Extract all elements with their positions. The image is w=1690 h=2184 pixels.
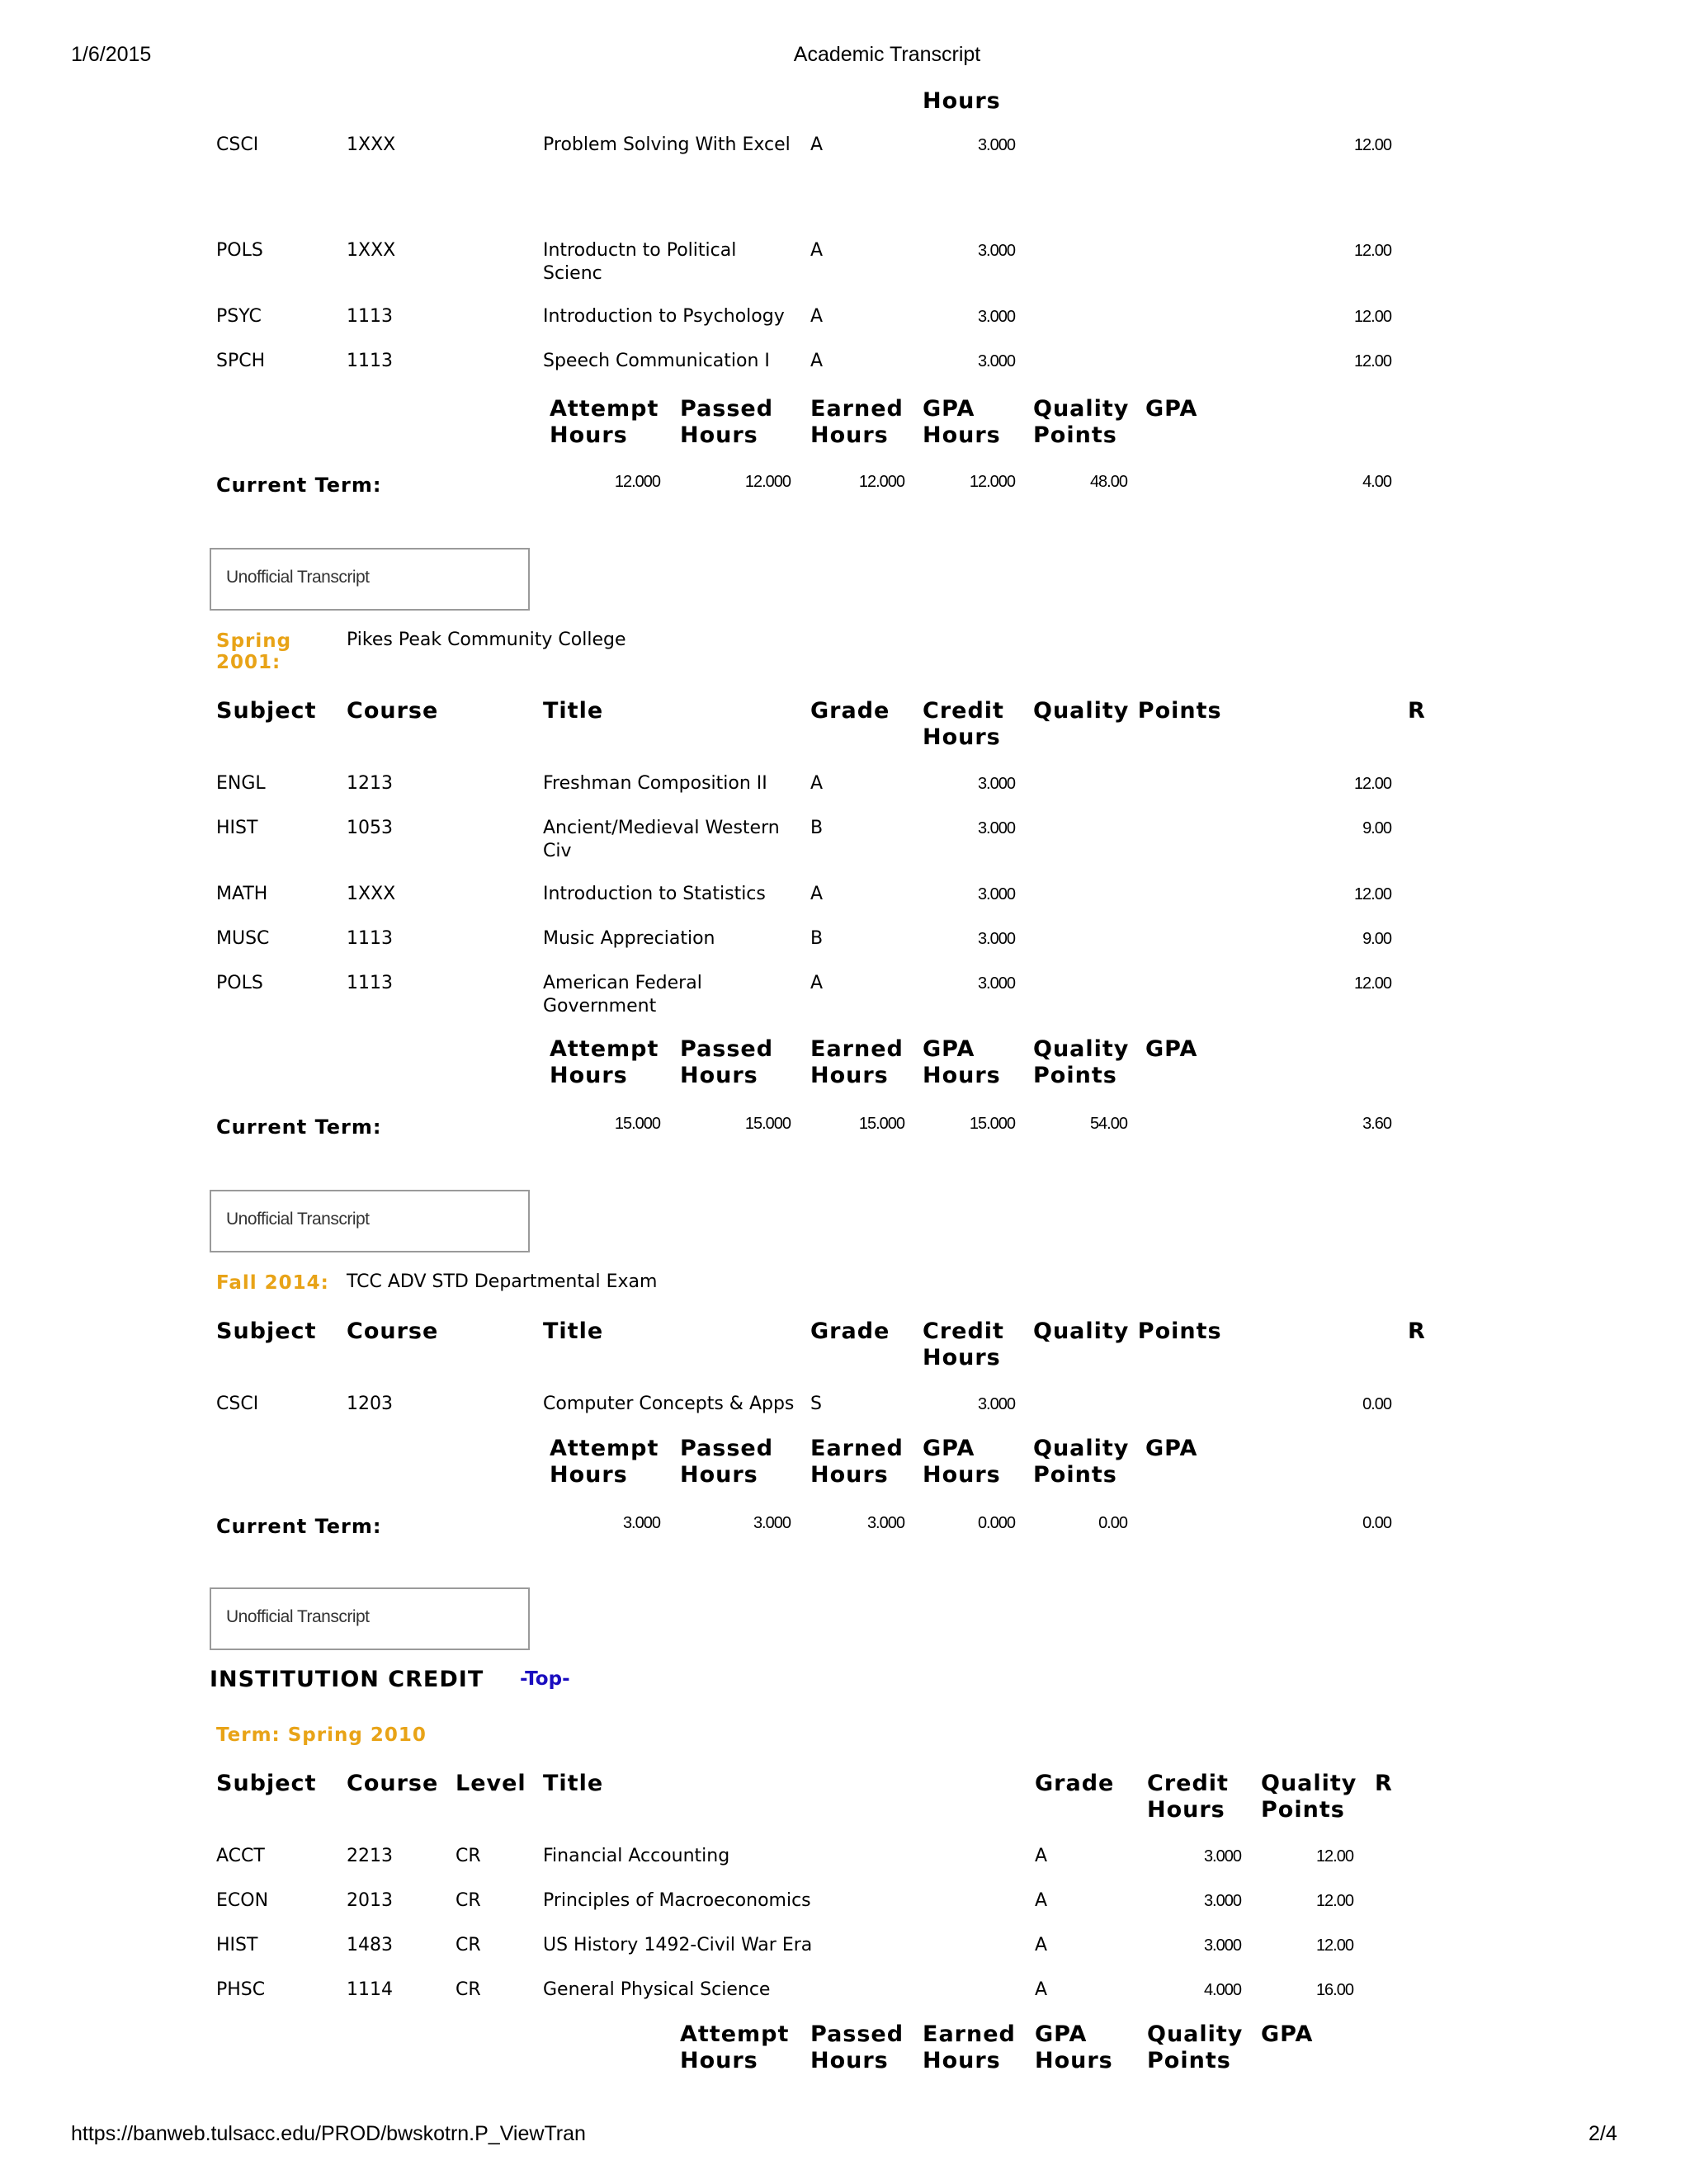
- title-cell: Introduction to Psychology: [543, 306, 785, 327]
- credit-cell: 3.000: [977, 974, 1015, 993]
- quality-points-cell: 0.00: [1362, 1395, 1391, 1413]
- earned-hours-value: 12.000: [858, 473, 904, 491]
- unofficial-transcript-label: Unofficial Transcript: [226, 568, 370, 587]
- attempt-hours-header: Attempt Hours: [680, 2021, 790, 2073]
- quality-points-cell: 9.00: [1362, 930, 1391, 948]
- earned-hours-header: Earned Hours: [923, 2021, 1016, 2073]
- quality-points-value: 0.00: [1098, 1514, 1127, 1532]
- course-cell: 1213: [347, 773, 393, 794]
- course-header: Course: [347, 1771, 439, 1796]
- gpa-header: GPA: [1145, 1036, 1198, 1062]
- subject-cell: POLS: [216, 973, 263, 993]
- current-term-label: Current Term:: [216, 1515, 382, 1538]
- page-url: https://banweb.tulsacc.edu/PROD/bwskotrn.P_ViewTran: [71, 2122, 586, 2145]
- title-cell: Freshman Composition II: [543, 773, 767, 794]
- credit-hours-header: Credit Hours: [1147, 1771, 1229, 1823]
- quality-points-cell: 16.00: [1315, 1981, 1353, 1999]
- subject-cell: PSYC: [216, 306, 262, 327]
- course-cell: 1113: [347, 928, 393, 949]
- credit-cell: 3.000: [977, 930, 1015, 948]
- grade-cell: B: [810, 818, 824, 838]
- grade-cell: A: [810, 134, 824, 155]
- title-cell: Introduction to Statistics: [543, 884, 766, 904]
- gpa-value: 0.00: [1362, 1514, 1391, 1532]
- gpa-header: GPA: [1261, 2021, 1314, 2047]
- current-term-label: Current Term:: [216, 474, 382, 497]
- course-cell: 1483: [347, 1935, 393, 1955]
- attempt-hours-value: 12.000: [614, 473, 660, 491]
- title-cell: Speech Communication I: [543, 351, 770, 371]
- credit-hours-header-fragment: Hours: [923, 88, 1001, 114]
- level-cell: CR: [456, 1935, 481, 1955]
- title-header: Title: [543, 698, 604, 724]
- level-cell: CR: [456, 1846, 481, 1866]
- credit-cell: 3.000: [1203, 1892, 1241, 1910]
- course-cell: 1XXX: [347, 134, 396, 155]
- passed-hours-header: Passed Hours: [810, 2021, 904, 2073]
- title-cell: US History 1492-Civil War Era: [543, 1935, 813, 1955]
- course-cell: 1203: [347, 1394, 393, 1414]
- quality-points-header: Quality Points: [1033, 396, 1130, 448]
- grade-cell: A: [1035, 1846, 1048, 1866]
- course-cell: 2013: [347, 1890, 393, 1911]
- earned-hours-header: Earned Hours: [810, 396, 904, 448]
- subject-cell: HIST: [216, 818, 258, 838]
- quality-points-value: 48.00: [1089, 473, 1127, 491]
- credit-cell: 3.000: [1203, 1936, 1241, 1955]
- gpa-hours-header: GPA Hours: [923, 1436, 1001, 1488]
- credit-cell: 3.000: [977, 352, 1015, 370]
- institution-name: Pikes Peak Community College: [347, 630, 626, 650]
- quality-points-header: Quality Points: [1261, 1771, 1357, 1823]
- title-cell: Financial Accounting: [543, 1846, 730, 1866]
- course-header: Course: [347, 1318, 439, 1344]
- unofficial-transcript-box: [210, 1190, 530, 1252]
- title-header: Title: [543, 1771, 604, 1796]
- credit-cell: 3.000: [977, 885, 1015, 903]
- quality-points-cell: 12.00: [1315, 1892, 1353, 1910]
- term-label: Spring 2001:: [216, 630, 292, 673]
- gpa-value: 3.60: [1362, 1115, 1391, 1133]
- grade-cell: A: [810, 240, 824, 261]
- passed-hours-header: Passed Hours: [680, 1036, 774, 1088]
- attempt-hours-value: 15.000: [614, 1115, 660, 1133]
- credit-cell: 3.000: [977, 819, 1015, 837]
- subject-cell: ENGL: [216, 773, 266, 794]
- passed-hours-value: 15.000: [744, 1115, 791, 1133]
- r-header: R: [1375, 1771, 1393, 1796]
- r-header: R: [1408, 698, 1426, 724]
- subject-cell: MATH: [216, 884, 268, 904]
- gpa-hours-value: 12.000: [969, 473, 1015, 491]
- institution-credit-heading: INSTITUTION CREDIT: [210, 1667, 484, 1692]
- gpa-hours-value: 15.000: [969, 1115, 1015, 1133]
- quality-points-header: Quality Points: [1033, 1318, 1222, 1344]
- level-cell: CR: [456, 1890, 481, 1911]
- quality-points-cell: 9.00: [1362, 819, 1391, 837]
- course-cell: 2213: [347, 1846, 393, 1866]
- unofficial-transcript-box: [210, 1587, 530, 1650]
- term-label: Term: Spring 2010: [216, 1724, 427, 1746]
- title-cell: Music Appreciation: [543, 928, 715, 949]
- earned-hours-header: Earned Hours: [810, 1036, 904, 1088]
- earned-hours-value: 15.000: [858, 1115, 904, 1133]
- title-cell: American Federal Government: [543, 973, 702, 1017]
- credit-cell: 3.000: [1203, 1847, 1241, 1866]
- quality-points-cell: 12.00: [1353, 352, 1391, 370]
- grade-cell: A: [810, 773, 824, 794]
- grade-cell: B: [810, 928, 824, 949]
- subject-header: Subject: [216, 1771, 317, 1796]
- subject-header: Subject: [216, 1318, 317, 1344]
- credit-cell: 3.000: [977, 1395, 1015, 1413]
- unofficial-transcript-box: [210, 548, 530, 611]
- credit-cell: 3.000: [977, 136, 1015, 154]
- subject-cell: CSCI: [216, 1394, 259, 1414]
- top-link[interactable]: -Top-: [520, 1668, 570, 1690]
- grade-cell: A: [810, 351, 824, 371]
- credit-hours-header: Credit Hours: [923, 698, 1004, 750]
- subject-cell: MUSC: [216, 928, 270, 949]
- unofficial-transcript-label: Unofficial Transcript: [226, 1607, 370, 1626]
- level-header: Level: [456, 1771, 526, 1796]
- subject-cell: ECON: [216, 1890, 269, 1911]
- title-cell: Principles of Macroeconomics: [543, 1890, 811, 1911]
- level-cell: CR: [456, 1979, 481, 2000]
- course-cell: 1XXX: [347, 240, 396, 261]
- gpa-hours-header: GPA Hours: [1035, 2021, 1113, 2073]
- credit-cell: 3.000: [977, 308, 1015, 326]
- r-header: R: [1408, 1318, 1426, 1344]
- grade-cell: A: [1035, 1979, 1048, 2000]
- course-cell: 1113: [347, 306, 393, 327]
- attempt-hours-header: Attempt Hours: [550, 396, 659, 448]
- subject-cell: SPCH: [216, 351, 266, 371]
- attempt-hours-value: 3.000: [622, 1514, 660, 1532]
- grade-cell: A: [810, 973, 824, 993]
- course-header: Course: [347, 698, 439, 724]
- course-cell: 1XXX: [347, 884, 396, 904]
- grade-header: Grade: [810, 698, 890, 724]
- gpa-header: GPA: [1145, 1436, 1198, 1461]
- title-cell: Computer Concepts & Apps: [543, 1394, 795, 1414]
- subject-cell: CSCI: [216, 134, 259, 155]
- passed-hours-value: 3.000: [753, 1514, 791, 1532]
- grade-cell: S: [810, 1394, 822, 1414]
- course-cell: 1053: [347, 818, 393, 838]
- quality-points-header: Quality Points: [1147, 2021, 1244, 2073]
- grade-cell: A: [1035, 1935, 1048, 1955]
- gpa-hours-header: GPA Hours: [923, 396, 1001, 448]
- unofficial-transcript-label: Unofficial Transcript: [226, 1210, 370, 1229]
- credit-cell: 4.000: [1203, 1981, 1241, 1999]
- quality-points-cell: 12.00: [1353, 775, 1391, 793]
- grade-cell: A: [1035, 1890, 1048, 1911]
- credit-hours-header: Credit Hours: [923, 1318, 1004, 1370]
- quality-points-cell: 12.00: [1353, 974, 1391, 993]
- course-cell: 1114: [347, 1979, 393, 2000]
- earned-hours-value: 3.000: [866, 1514, 904, 1532]
- term-label: Fall 2014:: [216, 1272, 329, 1294]
- passed-hours-header: Passed Hours: [680, 396, 774, 448]
- passed-hours-header: Passed Hours: [680, 1436, 774, 1488]
- gpa-hours-value: 0.000: [977, 1514, 1015, 1532]
- quality-points-cell: 12.00: [1353, 136, 1391, 154]
- title-header: Title: [543, 1318, 604, 1344]
- print-date: 1/6/2015: [71, 43, 152, 66]
- title-cell: General Physical Science: [543, 1979, 771, 2000]
- quality-points-cell: 12.00: [1353, 242, 1391, 260]
- gpa-header: GPA: [1145, 396, 1198, 422]
- quality-points-cell: 12.00: [1353, 308, 1391, 326]
- quality-points-header: Quality Points: [1033, 1436, 1130, 1488]
- earned-hours-header: Earned Hours: [810, 1436, 904, 1488]
- title-cell: Introductn to Political Scienc: [543, 240, 737, 284]
- quality-points-cell: 12.00: [1315, 1936, 1353, 1955]
- subject-cell: POLS: [216, 240, 263, 261]
- subject-cell: PHSC: [216, 1979, 266, 2000]
- attempt-hours-header: Attempt Hours: [550, 1436, 659, 1488]
- grade-cell: A: [810, 884, 824, 904]
- course-cell: 1113: [347, 351, 393, 371]
- quality-points-cell: 12.00: [1353, 885, 1391, 903]
- current-term-label: Current Term:: [216, 1116, 382, 1139]
- subject-cell: ACCT: [216, 1846, 265, 1866]
- quality-points-value: 54.00: [1089, 1115, 1127, 1133]
- quality-points-cell: 12.00: [1315, 1847, 1353, 1866]
- page-title: Academic Transcript: [793, 43, 981, 66]
- grade-header: Grade: [1035, 1771, 1115, 1796]
- grade-header: Grade: [810, 1318, 890, 1344]
- credit-cell: 3.000: [977, 775, 1015, 793]
- gpa-hours-header: GPA Hours: [923, 1036, 1001, 1088]
- grade-cell: A: [810, 306, 824, 327]
- title-cell: Ancient/Medieval Western Civ: [543, 818, 780, 861]
- title-cell: Problem Solving With Excel: [543, 134, 791, 155]
- subject-cell: HIST: [216, 1935, 258, 1955]
- quality-points-header: Quality Points: [1033, 698, 1222, 724]
- course-cell: 1113: [347, 973, 393, 993]
- gpa-value: 4.00: [1362, 473, 1391, 491]
- quality-points-header: Quality Points: [1033, 1036, 1130, 1088]
- passed-hours-value: 12.000: [744, 473, 791, 491]
- page-number: 2/4: [1589, 2122, 1617, 2145]
- attempt-hours-header: Attempt Hours: [550, 1036, 659, 1088]
- subject-header: Subject: [216, 698, 317, 724]
- institution-name: TCC ADV STD Departmental Exam: [347, 1271, 658, 1292]
- credit-cell: 3.000: [977, 242, 1015, 260]
